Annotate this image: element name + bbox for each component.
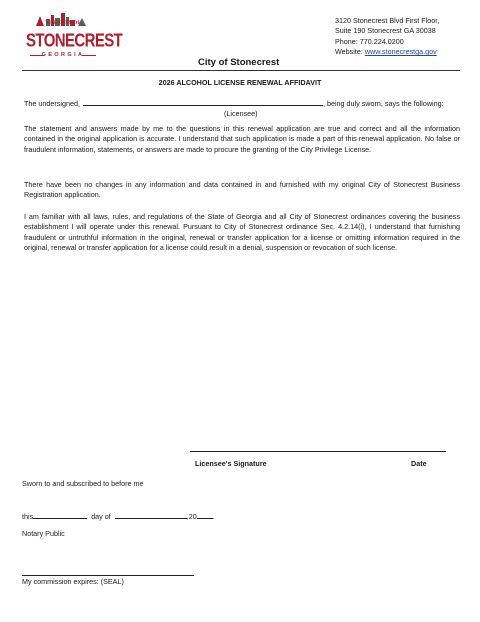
logo-small-text: THE CITY OF [45,20,81,26]
day-field[interactable] [33,510,87,519]
year-field[interactable] [197,510,213,519]
this-label: this [22,512,34,521]
paragraph-statement: The statement and answers made by me to the questions in this renewal application are true and correct and all the information contained in the original application is accurate. I understand that such application is made a part of this renewal application. No false or fraudulent information, statements, or answers are made to procure the granting of the City Privilege License. [24,124,460,154]
year-prefix: ,20 [186,512,197,521]
city-logo [26,12,123,60]
address-line-1: 3120 Stonecrest Blvd First Floor, [335,16,440,25]
month-field[interactable] [115,510,187,519]
website-row [335,47,475,57]
day-of-label: day of [91,512,111,521]
period: . [212,512,215,521]
paragraph-no-changes: There have been no changes in any information and data contained in and furnished with my original City of Stonecrest Business Registration application. [24,180,460,200]
notary-date-row [22,510,215,522]
sworn-text: Sworn to and subscribed to before me [22,479,144,488]
logo-sub-text: GEORGIA [41,52,85,58]
signature-line[interactable] [190,451,446,452]
undersigned-suffix: , being duly sworn, says the following: [322,99,444,108]
form-title: 2026 ALCOHOL LICENSE RENEWAL AFFIDAVIT [158,78,322,87]
city-title: City of Stonecrest [198,57,280,68]
logo-main-text: STONECREST [26,30,123,52]
header-divider [22,70,460,71]
undersigned-prefix: The undersigned, [24,99,80,108]
phone-number: Phone: 770.224.0200 [335,36,404,46]
paragraph-laws: I am familiar with all laws, rules, and regulations of the State of Georgia and all City of Stonecrest ordinances covering the business establishment I will operate under this renewal. Pursuant to City of Stonecrest ordinance Sec. 4.2.14(i), I understand that furnishing fraudulent or untruthful information in the original, renewal or transfer application for a license or omitting information required in the original, renewal or transfer application for a license could result in a denial, suspension or revocation of such license. [24,212,460,253]
signature-label: Licensee's Signature [195,459,267,468]
commission-label: My commission expires: (SEAL) [22,577,124,586]
address-line-2: Suite 190 Stonecrest GA 30038 [335,26,436,36]
undersigned-row [24,97,464,109]
website-link[interactable]: www.stonecrestga.gov [364,47,437,57]
address-block [335,16,475,58]
licensee-caption: (Licensee) [224,109,258,118]
notary-public-label: Notary Public [22,529,65,538]
licensee-name-field[interactable] [83,97,323,106]
commission-line[interactable] [22,575,194,576]
website-label: Website: [335,47,365,57]
date-label: Date [411,459,427,468]
logo-divider-right [82,55,96,56]
